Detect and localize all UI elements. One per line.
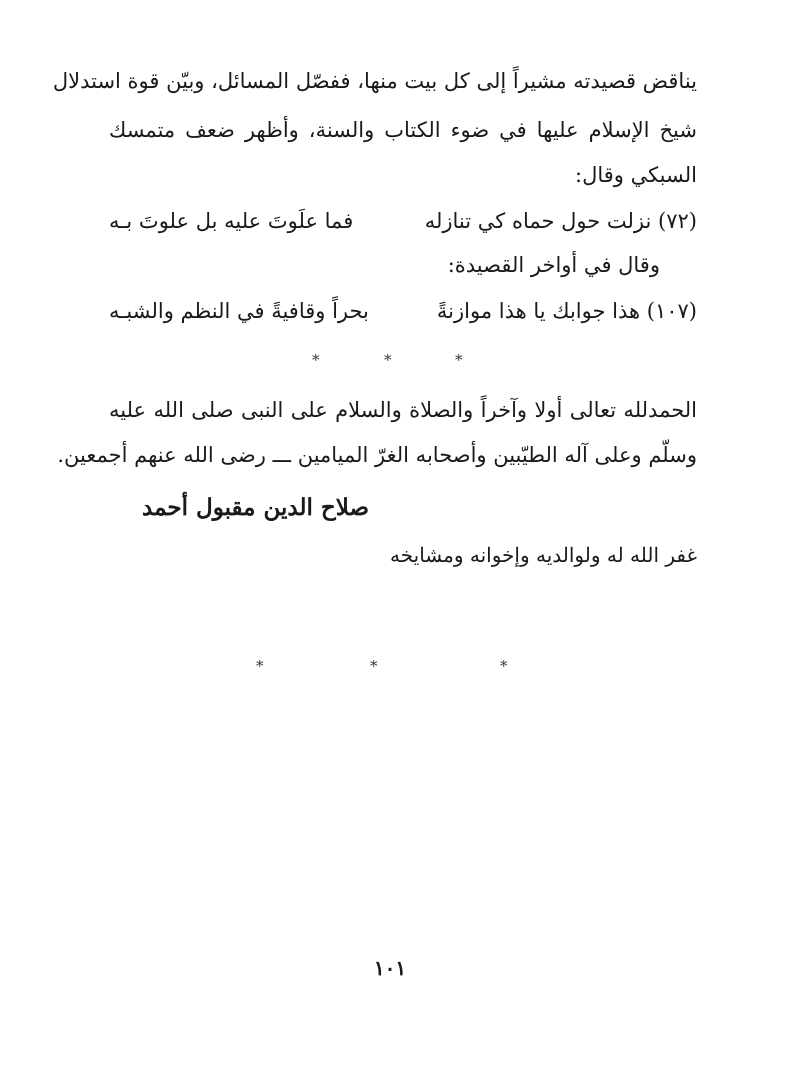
verse-72	[109, 206, 697, 236]
paragraph-closing-line-1: الحمدلله تعالى أولا وآخراً والصلاة والسلام على النبى صلى الله عليه	[109, 398, 697, 422]
verse-107	[109, 296, 697, 326]
separator-star: *	[384, 351, 392, 369]
paragraph-closing-line-2: وسلّم وعلى آله الطيّبين وأصحابه الغرّ الميامين ـــ رضى الله عنهم أجمعين.	[57, 443, 697, 467]
verse-72-second-hemistich: فما علَوتَ عليه بل علوتَ بـه	[109, 209, 354, 233]
paragraph-intro-line-2: شيخ الإسلام عليها في ضوء الكتاب والسنة، وأظهر ضعف متمسك	[109, 118, 697, 142]
separator-star: *	[370, 657, 378, 675]
paragraph-intro-line-3: السبكي وقال:	[575, 163, 697, 187]
separator-star: *	[256, 657, 264, 675]
paragraph-intro-line-1: يناقض قصيدته مشيراً إلى كل بيت منها، ففصّل المسائل، وبيّن قوة استدلال	[52, 69, 697, 93]
page-number: ١٠١	[373, 956, 407, 980]
author-prayer: غفر الله له ولوالديه وإخوانه ومشايخه	[390, 543, 697, 567]
separator-star: *	[455, 351, 463, 369]
verse-107-first-hemistich: (١٠٧) هذا جوابك يا هذا موازنةً	[436, 299, 697, 323]
separator-star: *	[500, 657, 508, 675]
verse-107-intro: وقال في أواخر القصيدة:	[447, 253, 660, 277]
verse-107-second-hemistich: بحراً وقافيةً في النظم والشبـه	[109, 299, 369, 323]
verse-72-first-hemistich: (٧٢) نزلت حول حماه كي تنازله	[424, 209, 697, 233]
separator-star: *	[312, 351, 320, 369]
author-signature: صلاح الدين مقبول أحمد	[142, 494, 369, 521]
